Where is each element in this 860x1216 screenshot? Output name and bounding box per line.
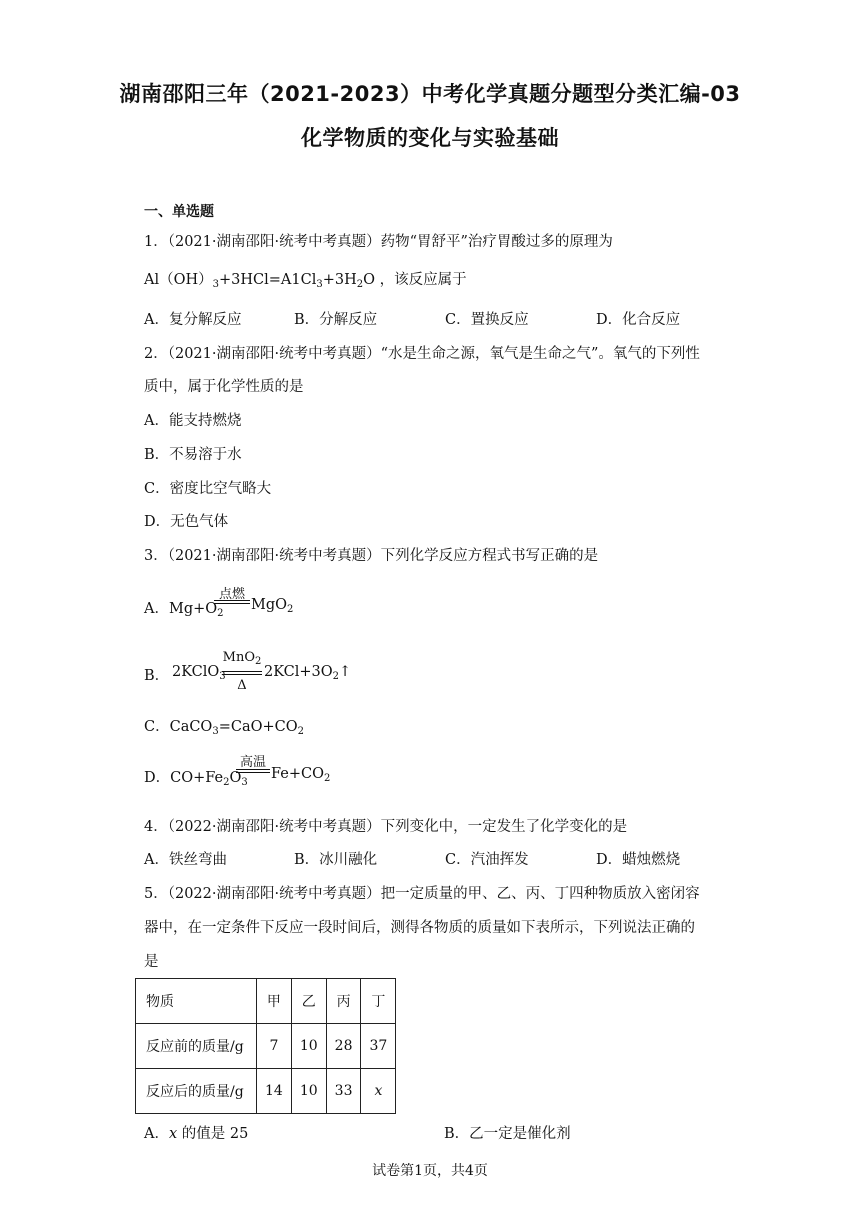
q3-option-d-equals <box>236 769 270 773</box>
doc-title-line2: 化学物质的变化与实验基础 <box>301 126 559 150</box>
table-cell: 14 <box>257 1069 292 1114</box>
q3-option-d-right: $Fe+CO_2$ <box>271 766 331 784</box>
q3-option-d-left: D．$CO+Fe_2O_3$ <box>144 770 248 788</box>
q1-option-d: D．化合反应 <box>596 312 681 328</box>
q3-option-b-right: $2KCl+3O_2↑$ <box>264 664 352 682</box>
q3-stem: 3．（2021·湖南邵阳·统考中考真题）下列化学反应方程式书写正确的是 <box>144 548 599 564</box>
table-row <box>136 979 396 1024</box>
q2-stem-line1: 2．（2021·湖南邵阳·统考中考真题）“水是生命之源，氧气是生命之气”。氧气的下列性 <box>144 346 700 362</box>
q4-option-d: D．蜡烛燃烧 <box>596 852 681 868</box>
q2-option-a: A．能支持燃烧 <box>144 413 242 429</box>
table-cell: 10 <box>291 1024 326 1069</box>
mass-table <box>135 978 396 1114</box>
q3-option-a-right: MgO$_2$ <box>251 597 294 615</box>
page-footer: 试卷第1页，共4页 <box>372 1163 488 1179</box>
table-cell: 丙 <box>326 979 361 1024</box>
q5-option-b: B．乙一定是催化剂 <box>444 1126 571 1142</box>
table-cell: 37 <box>361 1024 396 1069</box>
table-cell: 反应后的质量/g <box>136 1069 257 1114</box>
q3-option-b-left: 2KClO$_3$ <box>172 664 226 682</box>
q2-option-d: D．无色气体 <box>144 514 229 530</box>
table-row <box>136 1069 396 1114</box>
q3-option-b-catalyst: MnO$_2$ <box>222 650 262 667</box>
q1-option-c: C．置换反应 <box>445 312 529 328</box>
q3-option-a-condition: 点燃 <box>218 587 245 602</box>
q3-option-d-condition: 高温 <box>239 755 266 770</box>
table-cell: 甲 <box>257 979 292 1024</box>
table-row <box>136 1024 396 1069</box>
table-cell: 10 <box>291 1069 326 1114</box>
q3-option-b-heat: Δ <box>237 678 247 693</box>
q4-stem: 4．（2022·湖南邵阳·统考中考真题）下列变化中，一定发生了化学变化的是 <box>144 819 628 835</box>
q4-option-c: C．汽油挥发 <box>445 852 529 868</box>
section-heading: 一、单选题 <box>144 204 214 220</box>
table-cell: 物质 <box>136 979 257 1024</box>
table-cell: 33 <box>326 1069 361 1114</box>
q1-stem: 1．（2021·湖南邵阳·统考中考真题）药物“胃舒平”治疗胃酸过多的原理为 <box>144 234 613 250</box>
table-cell: x <box>361 1069 396 1114</box>
table-cell: 丁 <box>361 979 396 1024</box>
table-cell: 28 <box>326 1024 361 1069</box>
q3-option-a-left: A．$Mg+O_2$ <box>144 601 224 619</box>
q3-option-a-equals <box>214 600 250 604</box>
q5-option-a: A．x 的值是 25 <box>144 1126 249 1142</box>
q4-option-a: A．铁丝弯曲 <box>144 852 227 868</box>
table-cell: 反应前的质量/g <box>136 1024 257 1069</box>
doc-title-line1: 湖南邵阳三年（2021-2023）中考化学真题分题型分类汇编-03 <box>119 82 741 106</box>
q5-stem-line2: 器中，在一定条件下反应一段时间后，测得各物质的质量如下表所示，下列说法正确的 <box>144 920 695 936</box>
q5-stem-line3: 是 <box>144 954 159 970</box>
q1-equation: $Al(OH)_3+3HCl=A1Cl_3+3H_2O$ ，该反应属于 <box>144 272 467 290</box>
q3-option-c: C．$CaCO_3=CaO+CO_2$ <box>144 719 304 737</box>
q2-option-c: C．密度比空气略大 <box>144 481 272 497</box>
q2-option-b: B．不易溶于水 <box>144 447 242 463</box>
q4-option-b: B．冰川融化 <box>294 852 378 868</box>
q1-option-b: B．分解反应 <box>294 312 378 328</box>
q5-stem-line1: 5．（2022·湖南邵阳·统考中考真题）把一定质量的甲、乙、丙、丁四种物质放入密闭容 <box>144 886 700 902</box>
q3-option-b-equals <box>222 671 262 675</box>
q2-stem-line2: 质中，属于化学性质的是 <box>144 379 304 395</box>
q1-option-a: A．复分解反应 <box>144 312 242 328</box>
table-cell: 乙 <box>291 979 326 1024</box>
q3-option-b-label: B． <box>144 668 170 684</box>
table-cell: 7 <box>257 1024 292 1069</box>
